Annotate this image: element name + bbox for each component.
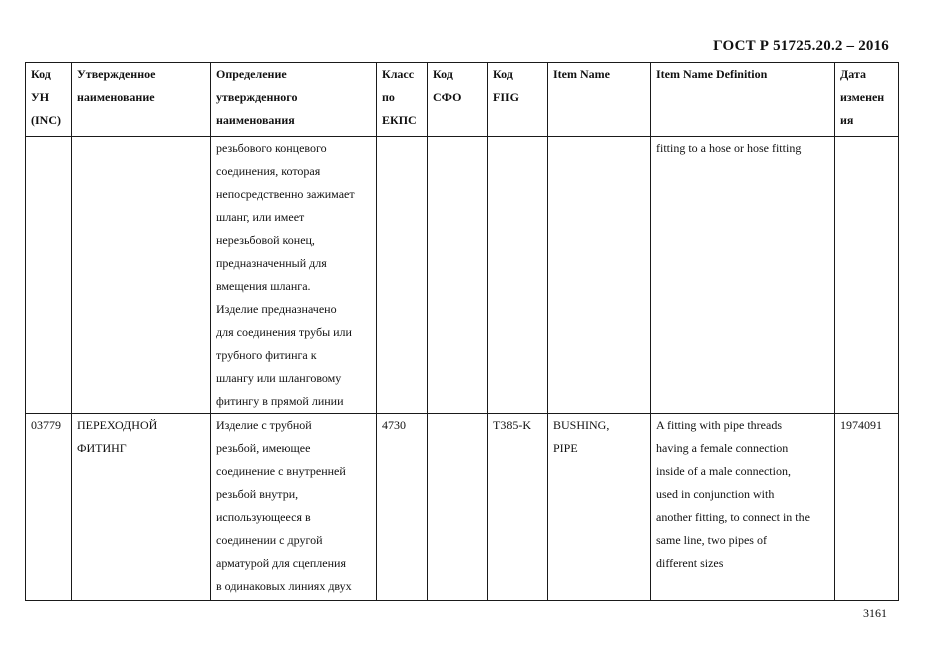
- cell-item-name: BUSHING, PIPE: [548, 414, 651, 601]
- cell-item-name: [548, 137, 651, 414]
- page-number: 3161: [863, 606, 887, 620]
- cell-definition-ru: резьбового концевого соединения, которая непосредственно зажимает шланг, или имеет нерезьбовой конец, предназначенный для вмещения шланга. Изделие предназначено для соединения трубы или трубного фитинга к шлангу или шланговому фитингу в прямой линии: [211, 137, 377, 414]
- cell-approved-name: [72, 137, 211, 414]
- nomenclature-table: [25, 62, 899, 601]
- cell-fiig: [488, 137, 548, 414]
- document-code: ГОСТ Р 51725.20.2 – 2016: [713, 38, 889, 54]
- cell-approved-name: ПЕРЕХОДНОЙ ФИТИНГ: [72, 414, 211, 601]
- cell-item-definition: A fitting with pipe threads having a female connection inside of a male connection, used in conjunction with another fitting, to connect in the same line, two pipes of different sizes: [651, 414, 835, 601]
- header-definition-ru: Определение утвержденного наименования: [211, 63, 377, 137]
- header-sfo: Код СФО: [428, 63, 488, 137]
- cell-fiig: T385-K: [488, 414, 548, 601]
- cell-date: 1974091: [835, 414, 899, 601]
- header-item-definition: Item Name Definition: [651, 63, 835, 137]
- table-header-row: [26, 63, 899, 137]
- table-row-continued: [26, 137, 899, 414]
- cell-class: 4730: [377, 414, 428, 601]
- header-date: Дата изменен ия: [835, 63, 899, 137]
- header-approved-name: Утвержденное наименование: [72, 63, 211, 137]
- header-class: Класс по ЕКПС: [377, 63, 428, 137]
- cell-sfo: [428, 414, 488, 601]
- cell-sfo: [428, 137, 488, 414]
- header-item-name: Item Name: [548, 63, 651, 137]
- header-fiig: Код FIIG: [488, 63, 548, 137]
- header-inc: Код УН (INC): [26, 63, 72, 137]
- cell-definition-ru: Изделие с трубной резьбой, имеющее соединение с внутренней резьбой внутри, использующееся в соединении с другой арматурой для сцепления в одинаковых линиях двух: [211, 414, 377, 601]
- cell-inc: 03779: [26, 414, 72, 601]
- cell-class: [377, 137, 428, 414]
- cell-date: [835, 137, 899, 414]
- table-row: [26, 414, 899, 601]
- cell-item-definition: fitting to a hose or hose fitting: [651, 137, 835, 414]
- cell-inc: [26, 137, 72, 414]
